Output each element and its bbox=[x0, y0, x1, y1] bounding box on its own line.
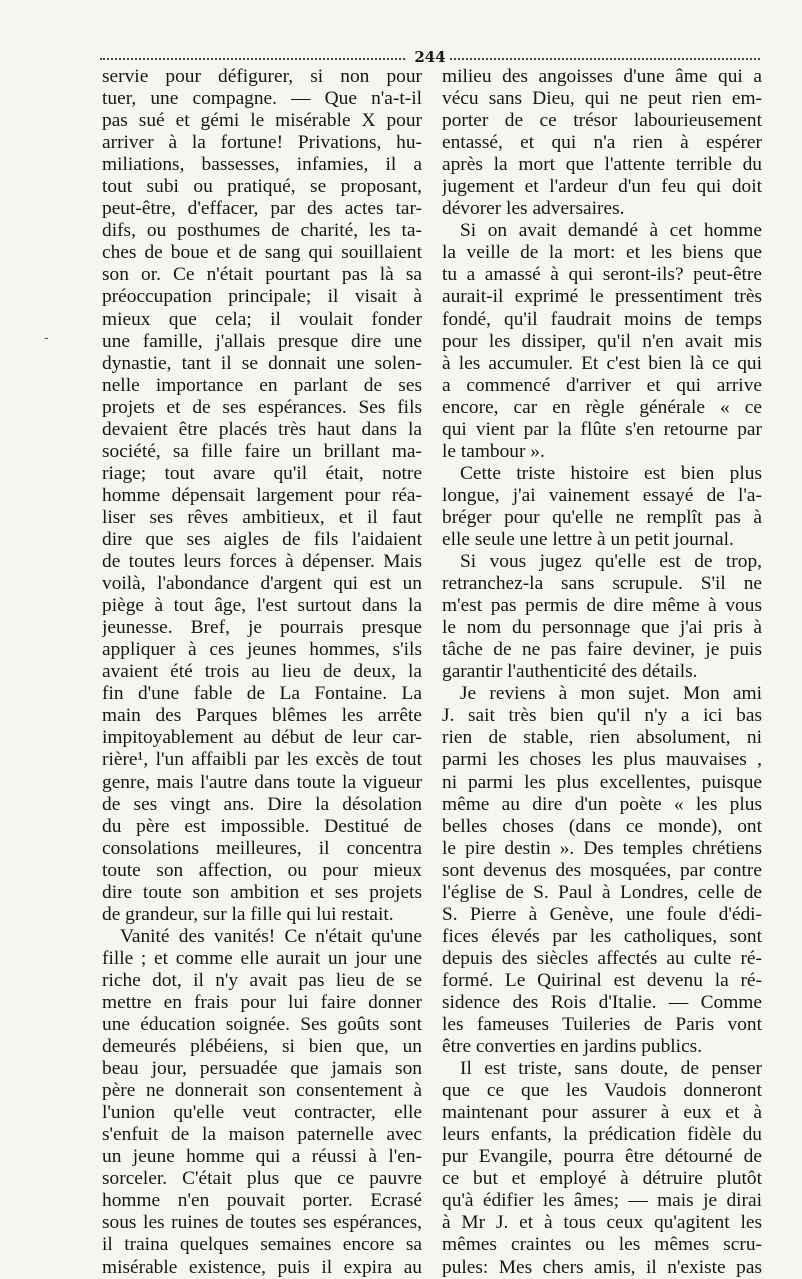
text-line: de ses vingt ans. Dire la désolation bbox=[102, 793, 422, 815]
text-line: piège à tout âge, l'est surtout dans la bbox=[102, 595, 422, 617]
text-line: sous les ruines de toutes ses espérances, bbox=[102, 1212, 422, 1234]
text-line: aurait-il exprimé le pressentiment très bbox=[442, 286, 762, 308]
text-line: main des Parques blêmes les arrête bbox=[102, 705, 422, 727]
text-line: peut-être, d'effacer, par des actes tar- bbox=[102, 198, 422, 220]
text-line: elle seule une lettre à un petit journal. bbox=[442, 528, 734, 550]
text-line: à Mr J. et à tous ceux qu'agitent les bbox=[442, 1212, 762, 1234]
text-line: rière¹, l'un affaibli par les excès de tout bbox=[102, 749, 422, 771]
text-line: maintenant pour assurer à eux et à bbox=[442, 1102, 762, 1124]
text-line: préoccupation principale; il visait à bbox=[102, 286, 422, 308]
text-line: le nom du personnage que j'ai pris à bbox=[442, 617, 762, 639]
text-line: une éducation soignée. Ses goûts sont bbox=[102, 1014, 422, 1036]
text-line: de grandeur, sur la fille qui lui restait. bbox=[102, 903, 394, 925]
text-line: le pire destin ». Des temples chrétiens bbox=[442, 837, 762, 859]
text-line: sidence des Rois d'Italie. — Comme bbox=[442, 991, 762, 1013]
text-line: genre, mais l'autre dans toute la vigueur bbox=[102, 771, 422, 793]
text-line: même au dire d'un poète « les plus bbox=[442, 793, 762, 815]
text-line: être converties en jardins publics. bbox=[442, 1036, 703, 1058]
text-line: l'église de S. Paul à Londres, celle de bbox=[442, 881, 762, 903]
text-line: projets et de ses espérances. Ses fils bbox=[102, 396, 422, 418]
text-line: mieux que cela; il voulait fonder bbox=[102, 308, 422, 330]
text-line: nelle importance en parlant de ses bbox=[102, 374, 422, 396]
text-line: rien de stable, rien absolument, ni bbox=[442, 727, 762, 749]
text-line: Il est triste, sans doute, de penser bbox=[460, 1058, 762, 1080]
text-line: à les accumuler. Et c'est bien là ce qui bbox=[442, 352, 762, 374]
text-line: un jeune homme qui a réussi à l'en- bbox=[102, 1146, 422, 1168]
header-rule-right bbox=[450, 58, 760, 60]
text-line: appliquer à ces jeunes hommes, s'ils bbox=[102, 639, 422, 661]
text-line: fille ; et comme elle aurait un jour une bbox=[102, 947, 422, 969]
text-line: tout subi ou pratiqué, se proposant, bbox=[102, 176, 422, 198]
text-line: misérable existence, puis il expira au bbox=[102, 1256, 422, 1278]
text-line: belles choses (dans ce monde), ont bbox=[442, 815, 762, 837]
text-line: après la mort que l'attente terrible du bbox=[442, 154, 762, 176]
text-line: dévorer les adversaires. bbox=[442, 198, 625, 220]
text-line: Vanité des vanités! Ce n'était qu'une bbox=[120, 925, 422, 947]
text-line: m'est pas permis de dire même à vous bbox=[442, 595, 762, 617]
text-line: arriver à la fortune! Privations, hu- bbox=[102, 132, 422, 154]
text-line: pour les dissiper, qu'il n'en avait mis bbox=[442, 330, 762, 352]
text-line: son or. Ce n'était pourtant pas là sa bbox=[102, 264, 422, 286]
text-line: homme n'en pouvait porter. Ecrasé bbox=[102, 1190, 422, 1212]
text-line: dynastie, tant il se donnait une solen- bbox=[102, 352, 422, 374]
text-line: jugement et l'ardeur d'un feu qui doit bbox=[442, 176, 762, 198]
text-line: fices élevés par les catholiques, sont bbox=[442, 925, 762, 947]
text-line: vécu sans Dieu, qui ne peut rien em- bbox=[442, 88, 762, 110]
text-line: ches de boue et de sang qui souillaient bbox=[102, 242, 422, 264]
text-line: ni parmi les plus excellentes, puisque bbox=[442, 771, 762, 793]
text-line: avaient été trois au lieu de deux, la bbox=[102, 661, 422, 683]
text-line: qu'à édifier les âmes; — mais je dirai bbox=[442, 1190, 762, 1212]
text-line: encore, car en règle générale « ce bbox=[442, 396, 762, 418]
text-line: pules: Mes chers amis, il n'existe pas bbox=[442, 1256, 762, 1278]
text-line: depuis des siècles affectés au culte ré- bbox=[442, 947, 762, 969]
page-number: 244 bbox=[414, 48, 446, 66]
text-line: parmi les choses les plus mauvaises , bbox=[442, 749, 762, 771]
text-line: une famille, j'allais presque dire une bbox=[102, 330, 422, 352]
text-line: Si on avait demandé à cet homme bbox=[460, 220, 762, 242]
text-line: entassé, et qui n'a rien à espérer bbox=[442, 132, 762, 154]
text-line: tâche de ne pas faire deviner, je puis bbox=[442, 639, 762, 661]
text-line: liser ses rêves ambitieux, et il faut bbox=[102, 506, 422, 528]
text-line: garantir l'authenticité des détails. bbox=[442, 661, 698, 683]
text-line: mêmes craintes ou les mêmes scru- bbox=[442, 1234, 762, 1256]
text-line: devaient être placés très haut dans la bbox=[102, 418, 422, 440]
text-line: société, sa fille faire un brillant ma- bbox=[102, 440, 422, 462]
text-line: père ne donnerait son consentement à bbox=[102, 1080, 422, 1102]
text-line: milieu des angoisses d'une âme qui a bbox=[442, 66, 762, 87]
right-column bbox=[442, 66, 762, 1279]
text-line: homme dépensait largement pour réa- bbox=[102, 484, 422, 506]
text-line: toute son affection, ou pour mieux bbox=[102, 859, 422, 881]
text-line: du père est impossible. Destitué de bbox=[102, 815, 422, 837]
text-line: J. sait très bien qu'il n'y a ici bas bbox=[442, 705, 762, 727]
text-line: impitoyablement au début de leur car- bbox=[102, 727, 422, 749]
text-line: riage; tout avare qu'il était, notre bbox=[102, 462, 422, 484]
header-rule-left bbox=[100, 58, 405, 60]
text-line: jeunesse. Bref, je pourrais presque bbox=[102, 617, 422, 639]
text-line: s'enfuit de la maison paternelle avec bbox=[102, 1124, 422, 1146]
text-line: Si vous jugez qu'elle est de trop, bbox=[460, 551, 762, 573]
text-line: formé. Le Quirinal est devenu la ré- bbox=[442, 969, 762, 991]
text-line: de toutes leurs forces à dépenser. Mais bbox=[102, 551, 422, 573]
text-line: les fameuses Tuileries de Paris vont bbox=[442, 1014, 762, 1036]
text-line: tuer, une compagne. — Que n'a-t-il bbox=[102, 88, 422, 110]
text-line: riche dot, il n'y avait pas lieu de se bbox=[102, 969, 422, 991]
text-line: ce but et employé à détruire plutôt bbox=[442, 1168, 762, 1190]
text-line: mettre en frais pour lui faire donner bbox=[102, 991, 422, 1013]
text-line: S. Pierre à Genève, une foule d'édi- bbox=[442, 903, 762, 925]
text-line: la veille de la mort: et les biens que bbox=[442, 242, 762, 264]
text-line: servie pour défigurer, si non pour bbox=[102, 66, 422, 87]
text-line: beau jour, persuadée que jamais son bbox=[102, 1058, 422, 1080]
text-line: tu a amassé à qui seront-ils? peut-être bbox=[442, 264, 762, 286]
text-line: Cette triste histoire est bien plus bbox=[460, 462, 762, 484]
text-line: bréger pour qu'elle ne remplît pas à bbox=[442, 506, 762, 528]
text-line: miliations, bassesses, infamies, il a bbox=[102, 154, 422, 176]
text-line: Je reviens à mon sujet. Mon ami bbox=[460, 683, 762, 705]
margin-mark: - bbox=[44, 330, 49, 346]
text-line: leurs enfants, la prédication fidèle du bbox=[442, 1124, 762, 1146]
text-line: demeurés plébéiens, si bien que, un bbox=[102, 1036, 422, 1058]
text-line: voilà, l'abondance d'argent qui est un bbox=[102, 573, 422, 595]
text-line: l'union qu'elle veut contracter, elle bbox=[102, 1102, 422, 1124]
text-line: fin d'une fable de La Fontaine. La bbox=[102, 683, 422, 705]
text-line: sorceler. C'était plus que ce pauvre bbox=[102, 1168, 422, 1190]
text-line: que ce que les Vaudois donneront bbox=[442, 1080, 762, 1102]
text-line: le tambour ». bbox=[442, 440, 545, 462]
text-line: sont devenus des mosquées, par contre bbox=[442, 859, 762, 881]
text-line: dire toute son ambition et ses projets bbox=[102, 881, 422, 903]
text-line: consolations meilleures, il concentra bbox=[102, 837, 422, 859]
page-header bbox=[100, 48, 760, 66]
text-line: difs, ou posthumes de charité, les ta- bbox=[102, 220, 422, 242]
text-line: porter de ce trésor labourieusement bbox=[442, 110, 762, 132]
text-line: pas sué et gémi le misérable X pour bbox=[102, 110, 422, 132]
text-line: qui vient par la flûte s'en retourne par bbox=[442, 418, 762, 440]
text-line: pur Evangile, pourra être détourné de bbox=[442, 1146, 762, 1168]
text-line: a commencé d'arriver et qui arrive bbox=[442, 374, 762, 396]
text-line: il traina quelques semaines encore sa bbox=[102, 1234, 422, 1256]
left-column bbox=[102, 66, 422, 1279]
text-line: retranchez-la sans scrupule. S'il ne bbox=[442, 573, 762, 595]
text-line: fondé, qu'il faudrait moins de temps bbox=[442, 308, 762, 330]
text-line: dire que ses aigles de fils l'aidaient bbox=[102, 528, 422, 550]
text-line: longue, j'ai vainement essayé de l'a- bbox=[442, 484, 762, 506]
